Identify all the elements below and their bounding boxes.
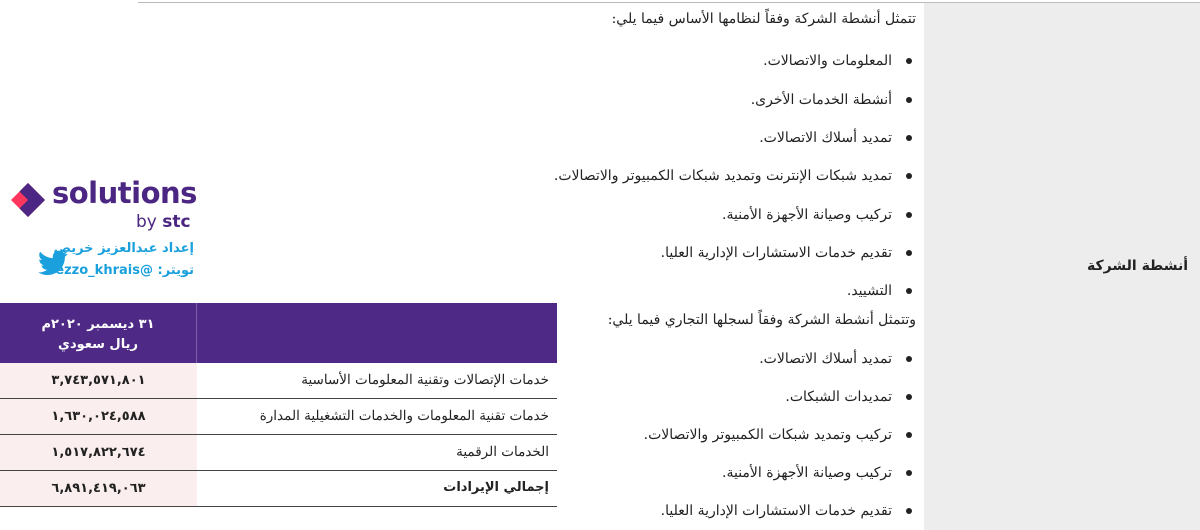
total-row [0,471,557,507]
list-item: تقديم خدمات الاستشارات الإدارية العليا. [661,245,912,261]
bullet-icon [906,356,912,362]
bullet-icon [906,173,912,179]
bylaws-intro: تتمثل أنشطة الشركة وفقاً لنظامها الأساس فيما يلي: [611,11,916,27]
solutions-logo [6,176,206,236]
list-item: تمديد أسلاك الاتصالات. [759,130,912,146]
activities-label-cell [924,3,1200,530]
revenue-amount: ١,٦٣٠,٠٢٤,٥٨٨ [0,399,197,434]
revenue-segment: خدمات تقنية المعلومات والخدمات التشغيلية المدارة [259,408,549,424]
list-item: المعلومات والاتصالات. [763,53,912,69]
total-revenue-amount: ٦,٨٩١,٤١٩,٠٦٣ [0,471,197,506]
table-row [0,363,557,399]
list-item: تمديدات الشبكات. [785,389,912,405]
bullet-icon [906,58,912,64]
logo-by-stc: by stc [136,212,191,232]
solutions-diamond-icon [8,180,48,220]
bullet-icon [906,508,912,514]
period-date: ٣١ ديسمبر ٢٠٢٠م [41,317,155,332]
currency-label: ريال سعودي [58,337,138,352]
list-item: تركيب وصيانة الأجهزة الأمنية. [722,465,912,481]
bullet-icon [906,432,912,438]
list-item: تمديد أسلاك الاتصالات. [759,351,912,367]
list-item: أنشطة الخدمات الأخرى. [751,92,912,108]
revenue-period-header [0,303,197,363]
author-credit [34,236,194,292]
bullet-icon [906,212,912,218]
bullet-icon [906,250,912,256]
list-item: تمديد شبكات الإنترنت وتمديد شبكات الكمبيوتر والاتصالات. [554,168,912,184]
credit-text [53,238,194,282]
bullet-icon [906,97,912,103]
total-revenue-label: إجمالي الإيرادات [443,480,549,495]
bullet-icon [906,394,912,400]
table-row [0,399,557,435]
list-item: تركيب وتمديد شبكات الكمبيوتر والاتصالات. [644,427,912,443]
table-row [0,435,557,471]
logo-wordmark: solutions [52,176,197,210]
activities-label: أنشطة الشركة [1087,258,1188,274]
bullet-icon [906,288,912,294]
revenue-table [0,303,557,507]
bullet-icon [906,135,912,141]
revenue-segment: خدمات الإتصالات وتقنية المعلومات الأساسية [301,372,549,388]
list-item: التشييد. [847,283,912,299]
bullet-icon [906,470,912,476]
credit-twitter-handle: تويتر: @ezzo_khrais [55,263,194,278]
revenue-table-header [0,303,557,363]
credit-author: إعداد عبدالعزيز خريص [53,241,194,256]
revenue-amount: ١,٥١٧,٨٢٢,٦٧٤ [0,435,197,470]
revenue-segment: الخدمات الرقمية [456,444,549,460]
list-item: تركيب وصيانة الأجهزة الأمنية. [722,207,912,223]
list-item: تقديم خدمات الاستشارات الإدارية العليا. [661,503,912,519]
cr-intro: وتتمثل أنشطة الشركة وفقاً لسجلها التجاري فيما يلي: [607,312,916,328]
revenue-amount: ٣,٧٤٣,٥٧١,٨٠١ [0,363,197,398]
